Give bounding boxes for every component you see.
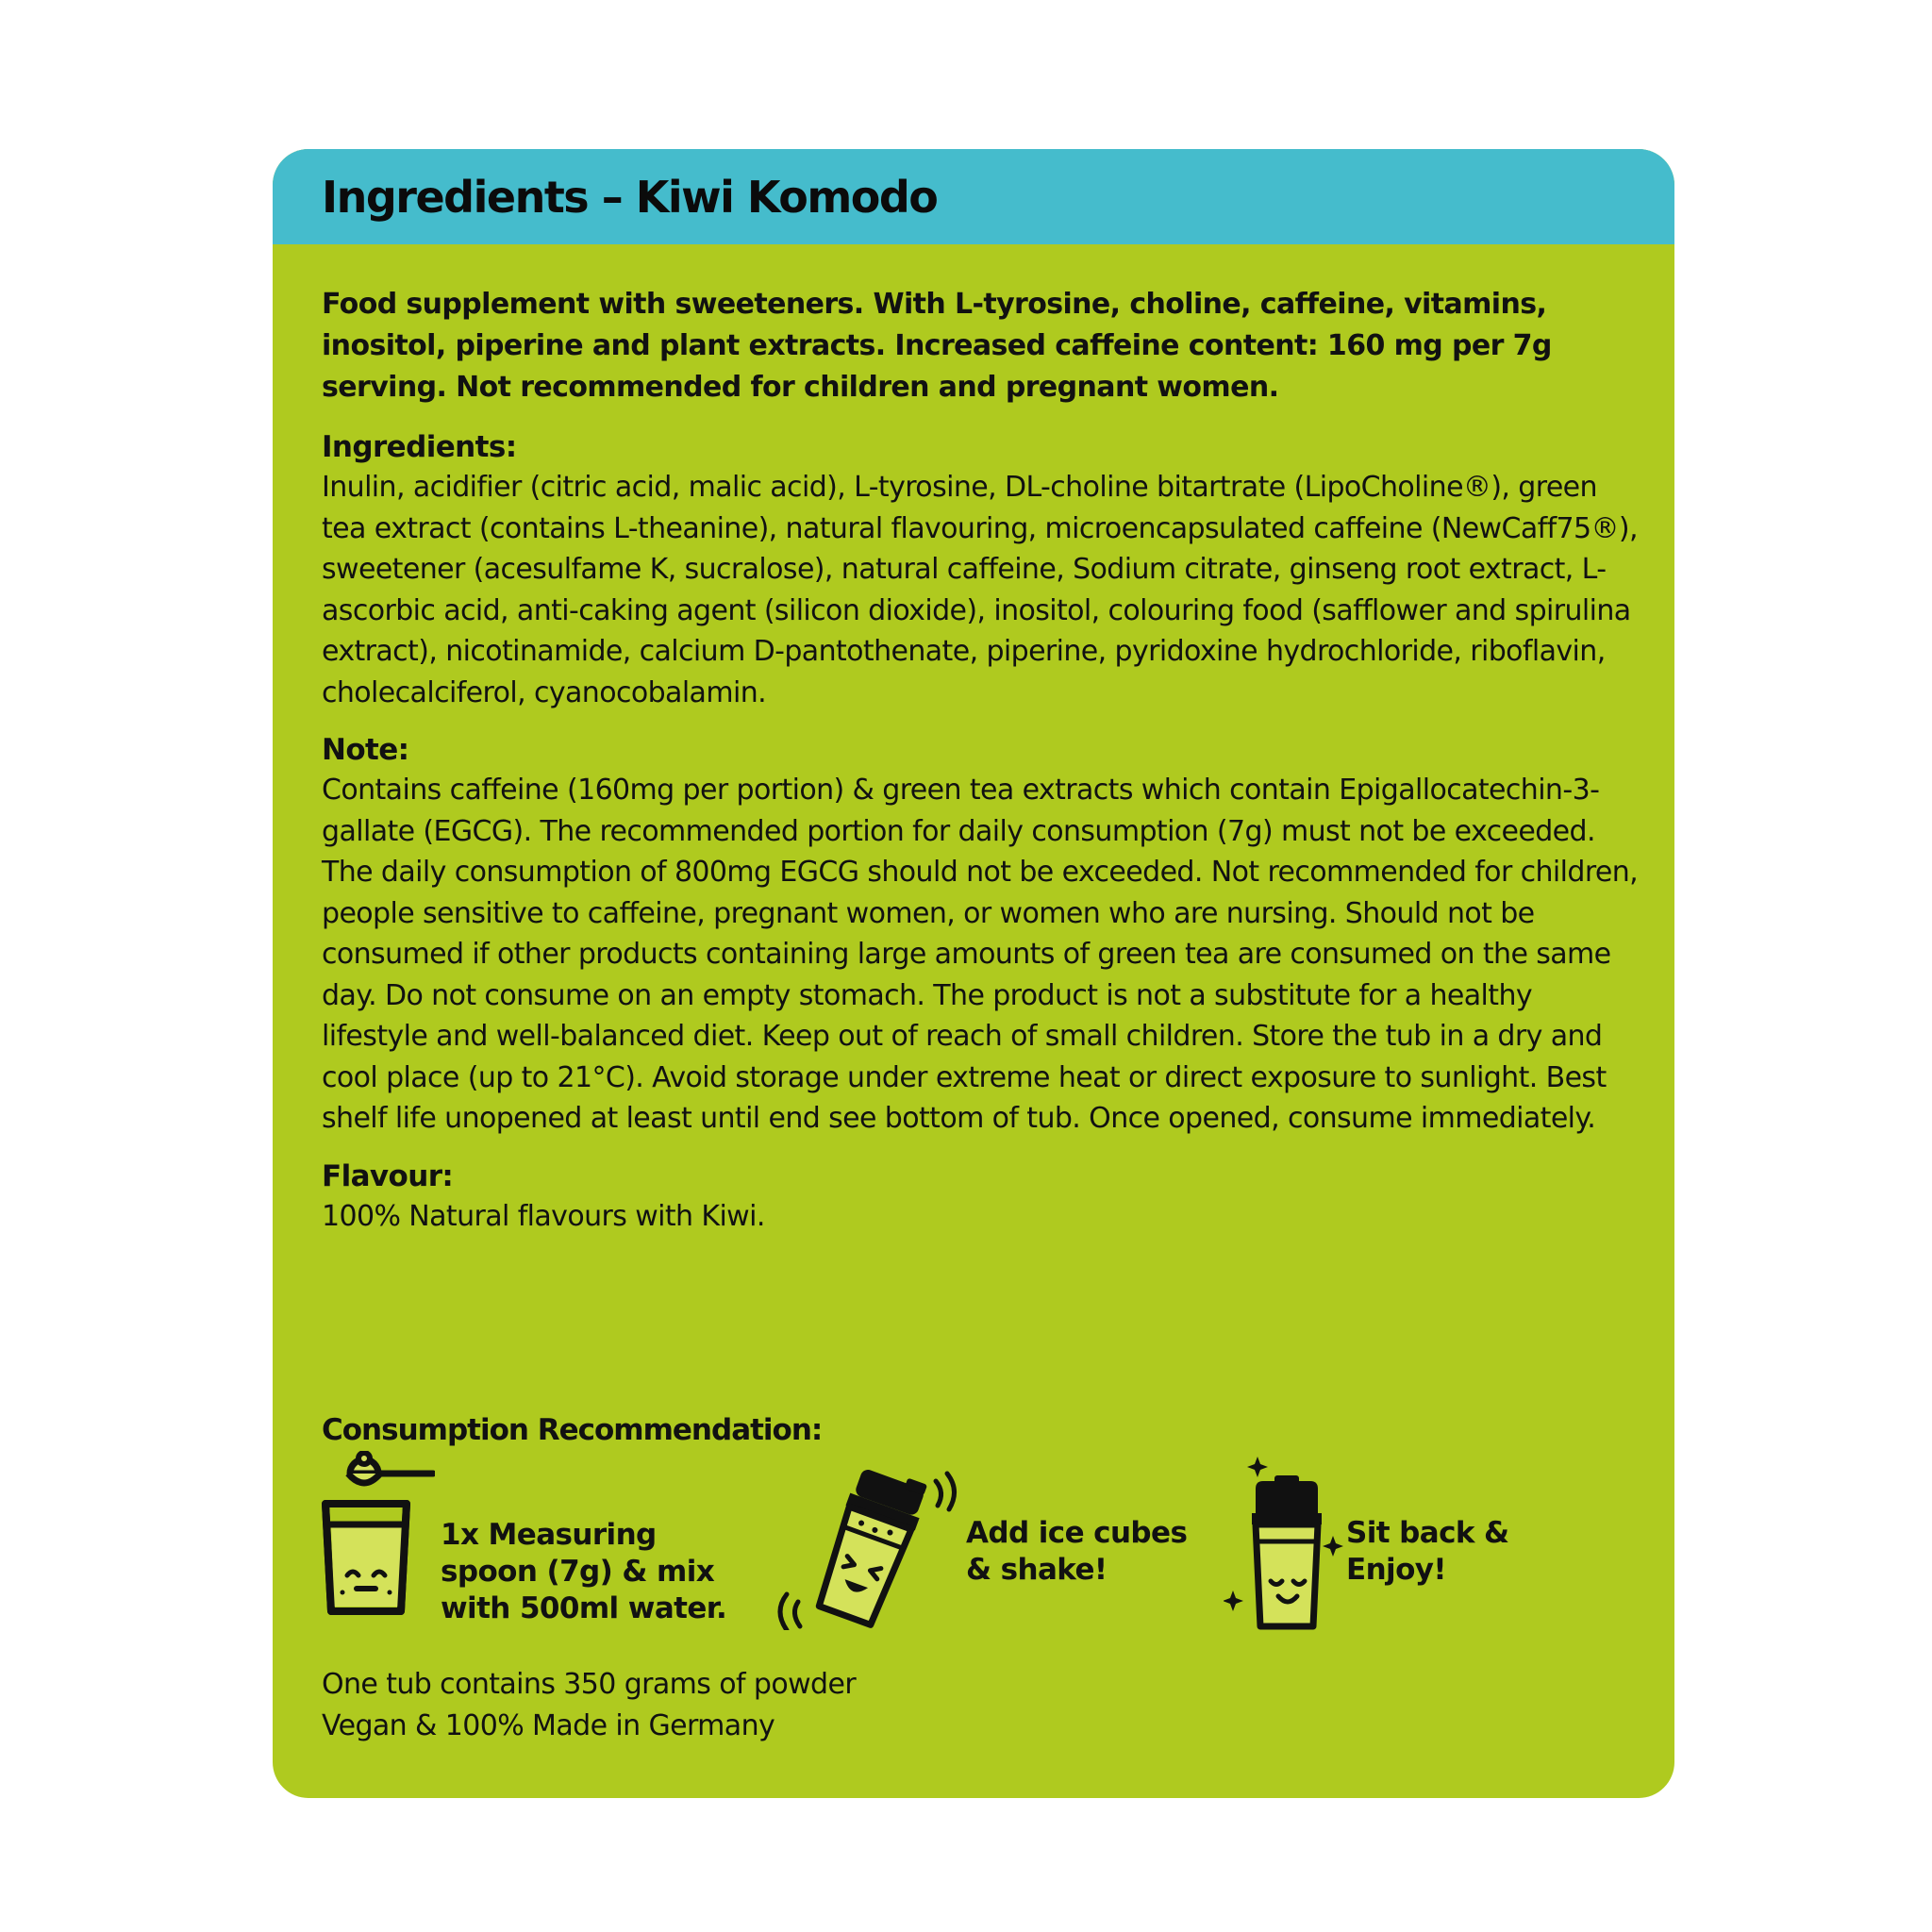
consumption-step-3 (1224, 1453, 1509, 1632)
consumption-step-2 (777, 1470, 1187, 1630)
footer-line-1: One tub contains 350 grams of powder (322, 1668, 857, 1701)
step-3-text: Sit back & Enjoy! (1346, 1516, 1509, 1587)
flavour-heading: Flavour: (322, 1158, 454, 1193)
consumption-step-1 (322, 1451, 726, 1630)
consumption-section (322, 1413, 1633, 1447)
shaker-enjoy-icon (1224, 1453, 1346, 1632)
ingredients-card (273, 149, 1674, 1798)
note-heading: Note: (322, 733, 409, 767)
page-title: Ingredients – Kiwi Komodo (322, 171, 938, 223)
card-body (273, 244, 1674, 1237)
ingredients-text: Inulin, acidifier (citric acid, malic acid), L-tyrosine, DL-choline bitartrate (LipoCholine®), green tea extract (contains L-theanine), natural flavouring, microencapsulated caffeine (NewCaff75®), sweetener (acesulfame K, sucralose), natural caffeine, Sodium citrate, ginseng root extract, L-ascorbic acid, anti-caking agent (silicon dioxide), inositol, colouring food (safflower and spirulina extract), nicotinamide, calcium D-pantothenate, piperine, pyridoxine hydrochloride, riboflavin, cholecalciferol, cyanocobalamin. (322, 471, 1638, 709)
flavour-section (322, 1157, 1625, 1238)
flavour-text: 100% Natural flavours with Kiwi. (322, 1199, 765, 1233)
step-1-text: 1x Measuring spoon (7g) & mix with 500ml water. (441, 1518, 727, 1625)
note-section (322, 730, 1639, 1140)
card-header (273, 149, 1674, 244)
measuring-cup-icon (322, 1451, 435, 1630)
consumption-heading: Consumption Recommendation: (322, 1413, 823, 1447)
footer-line-2: Vegan & 100% Made in Germany (322, 1709, 775, 1742)
ingredients-section (322, 427, 1638, 713)
ingredients-heading: Ingredients: (322, 430, 517, 464)
shaker-shaking-icon (777, 1470, 966, 1630)
step-2-text: Add ice cubes & shake! (966, 1516, 1188, 1587)
note-text: Contains caffeine (160mg per portion) & green tea extracts which contain Epigallocatechin-3-gallate (EGCG). The recommended portion for daily consumption (7g) must not be exceeded. The daily consumption of 800mg EGCG should not be exceeded. Not recommended for children, people sensitive to caffeine, pregnant women, or women who are nursing. Should not be consumed if other products containing large amounts of green tea are consumed on the same day. Do not consume on an empty stomach. The product is not a substitute for a healthy lifestyle and well-balanced diet. Keep out of reach of small children. Store the tub in a dry and cool place (up to 21°C). Avoid storage under extreme heat or direct exposure to sunlight. Best shelf life unopened at least until end see bottom of tub. Once opened, consume immediately. (322, 774, 1639, 1135)
intro-text: Food supplement with sweeteners. With L-tyrosine, choline, caffeine, vitamins, inositol, piperine and plant extracts. Increased caffeine content: 160 mg per 7g serving. Not recommended for children and pregnant women. (322, 288, 1552, 404)
